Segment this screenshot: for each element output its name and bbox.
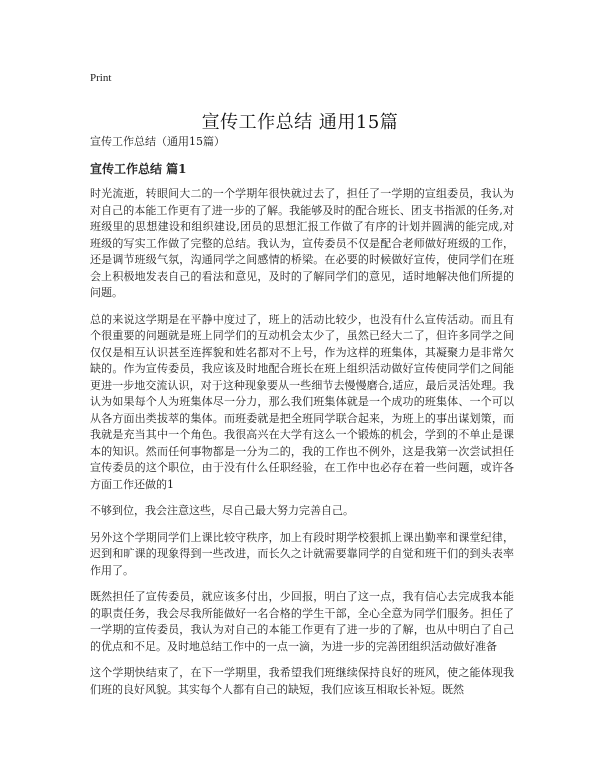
document-body bbox=[90, 186, 514, 708]
section-heading: 宣传工作总结 篇1 bbox=[90, 162, 187, 176]
paragraph: 这个学期快结束了，在下一学期里，我希望我们班继续保持良好的班风，使之能体现我们班的良好风貌。其实每个人都有自己的缺短，我们应该互相取长补短。既然 bbox=[90, 666, 514, 696]
paragraph: 总的来说这学期是在平静中度过了，班上的活动比较少，也没有什么宣传活动。而且有个很重要的问题就是班上同学们的互动机会太少了，虽然已经大二了，但许多同学之间仅仅是相互认识甚至连挥貌和姓名都对不上号，作为这样的班集体，其凝聚力是非常欠缺的。作为宣传委员，我应该及时地配合班长在班上组织活动做好宣传使同学们之间能更进一步地交流认识，对于这种现象要从一些细节去慢慢磨合,适应，最后灵活处理。我认为如果每个人为班集体尽一分力，那么我们班集体就是一个成功的班集体、一个可以从各方面出类拔萃的集体。而班委就是把全班同学联合起来，为班上的事出谋划策，而我就是充当其中一个角色。我很高兴在大学有这么一个锻炼的机会，学到的不单止是课本的知识。然而任何事物都是一分为二的，我的工作也不例外，这是我第一次尝试担任宣传委员的这个职位，由于没有什么任职经验，在工作中也必存在着一些问题，或许各方面工作还做的1 bbox=[90, 312, 514, 491]
paragraph: 另外这个学期同学们上课比较守秩序，加上有段时期学校狠抓上课出勤率和课堂纪律，迟到和旷课的现象得到一些改进，而长久之计就需要靠同学的自觉和班干们的到头表率作用了。 bbox=[90, 530, 514, 577]
document-subtitle: 宣传工作总结（通用15篇） bbox=[90, 135, 225, 148]
paragraph: 既然担任了宣传委员，就应该多付出，少回报，明白了这一点，我有信心去完成我本能的职责任务，我会尽我所能做好一名合格的学生干部，全心全意为同学们服务。担任了一学期的宣传委员，我认为对自己的本能工作更有了进一步的了解，也从中明白了自己的优点和不足。及时地总结工作中的一点一滴，为进一步的完善团组织活动做好准备 bbox=[90, 590, 514, 653]
paragraph: 时光流逝，转眼间大二的一个学期年很快就过去了，担任了一学期的宣组委员，我认为对自己的本能工作更有了进一步的了解。我能够及时的配合班长、团支书指派的任务,对班级里的思想建设和组织建设,团员的思想汇报工作做了有序的计划并圆满的能完成,对班级的写实工作做了完整的总结。我认为，宣传委员不仅是配合老师做好班级的工作，还是调节班级气氛，沟通同学之间感情的桥梁。在必要的时候做好宣传，使同学们在班会上积极地发表自己的看法和意见，及时的了解同学们的意见，适时地解决他们所提的问题。 bbox=[90, 187, 514, 299]
paragraph: 不够到位，我会注意这些，尽自己最大努力完善自己。 bbox=[90, 504, 354, 517]
document-title: 宣传工作总结 通用15篇 bbox=[201, 112, 399, 134]
print-link[interactable]: Print bbox=[90, 72, 112, 84]
